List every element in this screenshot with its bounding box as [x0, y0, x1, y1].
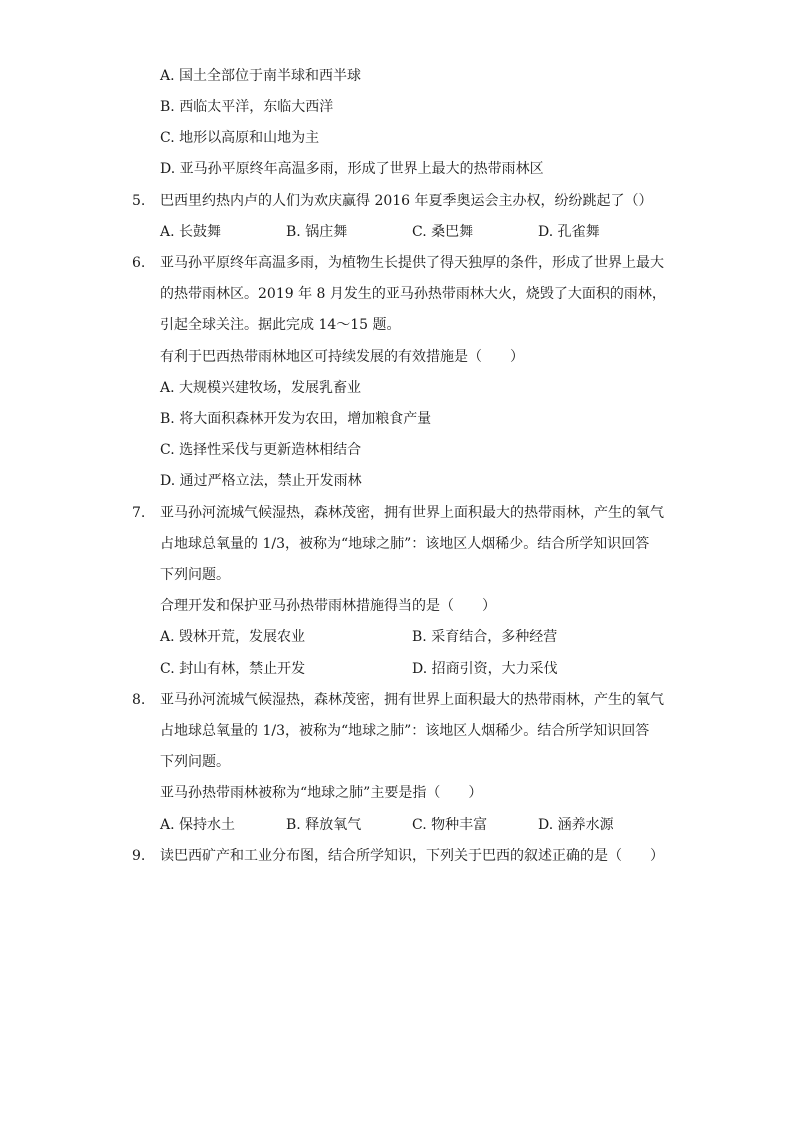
- question-8-option-c: C. 物种丰富: [412, 817, 488, 833]
- question-8-option-d: D. 涵养水源: [538, 817, 614, 833]
- question-5-option-d: D. 孔雀舞: [538, 224, 600, 240]
- question-7-option-d: D. 招商引资，大力采伐: [412, 661, 558, 677]
- question-5-stem: 巴西里约热内卢的人们为欢庆赢得 2016 年夏季奥运会主办权，纷纷跳起了（）: [160, 193, 653, 209]
- question-6-option-d: D. 通过严格立法，禁止开发雨林: [160, 473, 362, 489]
- question-8-number: 8.: [132, 692, 146, 708]
- question-9-number: 9.: [132, 848, 146, 864]
- question-5-number: 5.: [132, 193, 146, 209]
- question-7-question: 合理开发和保护亚马孙热带雨林措施得当的是（ ）: [160, 598, 496, 614]
- question-6-option-a: A. 大规模兴建牧场，发展乳畜业: [160, 380, 362, 396]
- question-5-option-a: A. 长鼓舞: [160, 224, 222, 240]
- question-8-stem-line1: 亚马孙河流城气候湿热，森林茂密，拥有世界上面积最大的热带雨林，产生的氧气: [160, 692, 664, 708]
- question-5-option-b: B. 锅庄舞: [286, 224, 348, 240]
- question-9-stem: 读巴西矿产和工业分布图，结合所学知识，下列关于巴西的叙述正确的是（ ）: [160, 848, 664, 864]
- question-6-option-b: B. 将大面积森林开发为农田，增加粮食产量: [160, 411, 432, 427]
- question-8-option-a: A. 保持水土: [160, 817, 236, 833]
- question-6-stem-line1: 亚马孙平原终年高温多雨，为植物生长提供了得天独厚的条件，形成了世界上最大: [160, 255, 664, 271]
- question-8-stem-line2: 占地球总氧量的 1/3，被称为“地球之肺”：该地区人烟稀少。结合所学知识回答: [160, 723, 650, 739]
- question-7-stem-line2: 占地球总氧量的 1/3，被称为“地球之肺”：该地区人烟稀少。结合所学知识回答: [160, 536, 650, 552]
- prev-option-c: C. 地形以高原和山地为主: [160, 130, 320, 146]
- question-6-stem-line3: 引起全球关注。据此完成 14～15 题。: [160, 317, 401, 333]
- question-7-option-a: A. 毁林开荒，发展农业: [160, 629, 306, 645]
- question-7-stem-line1: 亚马孙河流城气候湿热，森林茂密，拥有世界上面积最大的热带雨林，产生的氧气: [160, 505, 664, 521]
- question-6-number: 6.: [132, 255, 146, 271]
- question-5-option-c: C. 桑巴舞: [412, 224, 474, 240]
- question-6-option-c: C. 选择性采伐与更新造林相结合: [160, 442, 362, 458]
- question-7-option-c: C. 封山有林，禁止开发: [160, 661, 306, 677]
- question-7-number: 7.: [132, 505, 146, 521]
- question-8-option-b: B. 释放氧气: [286, 817, 362, 833]
- question-7-stem-line3: 下列问题。: [160, 567, 230, 583]
- prev-option-b: B. 西临太平洋，东临大西洋: [160, 99, 334, 115]
- prev-option-a: A. 国土全部位于南半球和西半球: [160, 68, 362, 84]
- question-8-stem-line3: 下列问题。: [160, 754, 230, 770]
- prev-option-d: D. 亚马孙平原终年高温多雨，形成了世界上最大的热带雨林区: [160, 161, 544, 177]
- question-8-question: 亚马孙热带雨林被称为“地球之肺”主要是指（ ）: [160, 785, 483, 801]
- question-7-option-b: B. 采育结合，多种经营: [412, 629, 558, 645]
- question-6-stem-line2: 的热带雨林区。2019 年 8 月发生的亚马孙热带雨林大火，烧毁了大面积的雨林，: [160, 286, 666, 302]
- question-6-question: 有利于巴西热带雨林地区可持续发展的有效措施是（ ）: [160, 349, 524, 365]
